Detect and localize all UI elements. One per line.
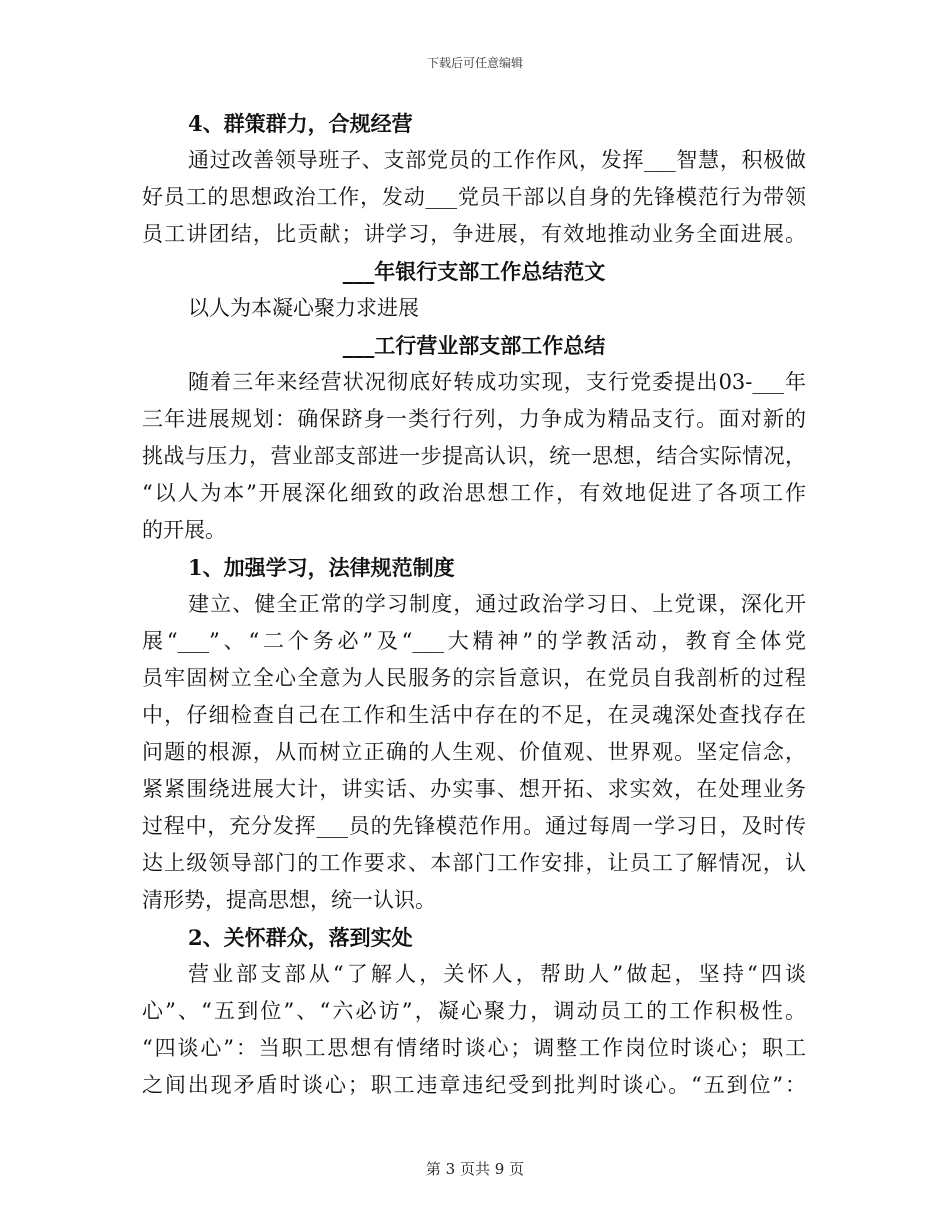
paragraph-line: 挑战与压力，营业部支部进一步提高认识，统一思想，结合实际情况， [142, 444, 806, 468]
paragraph-line: 心”、“五到位”、“六必访”，凝心聚力，调动员工的工作积极性。 [142, 999, 806, 1023]
paragraph-line: 通过改善领导班子、支部党员的工作作风，发挥___智慧，积极做 [188, 148, 806, 172]
body-text [142, 105, 806, 1104]
paragraph-line: 达上级领导部门的工作要求、本部门工作安排，让员工了解情况，认 [142, 851, 806, 875]
paragraph-line: 过程中，充分发挥___员的先锋模范作用。通过每周一学习日，及时传 [142, 814, 806, 838]
paragraph-line: 三年进展规划：确保跻身一类行行列，力争成为精品支行。面对新的 [142, 407, 806, 431]
paragraph-line: 紧紧围绕进展大计，讲实话、办实事、想开拓、求实效，在处理业务 [142, 777, 806, 801]
paragraph-line: 展“___”、“二个务必”及“___大精神”的学教活动，教育全体党 [142, 629, 806, 653]
paragraph-line: 之间出现矛盾时谈心；职工违章违纪受到批判时谈心。“五到位”： [142, 1073, 806, 1097]
paragraph-line: 员牢固树立全心全意为人民服务的宗旨意识，在党员自我剖析的过程 [142, 666, 806, 690]
document-subtitle: ___工行营业部支部工作总结 [342, 333, 606, 358]
paragraph-line: “以人为本”开展深化细致的政治思想工作，有效地促进了各项工作 [142, 481, 806, 505]
paragraph-line: 清形势，提高思想，统一认识。 [142, 888, 436, 912]
paragraph-line: 员工讲团结，比贡献；讲学习，争进展，有效地推动业务全面进展。 [142, 222, 806, 246]
paragraph-line: 好员工的思想政治工作，发动___党员干部以自身的先锋模范行为带领 [142, 185, 806, 209]
paragraph-line: “四谈心”：当职工思想有情绪时谈心；调整工作岗位时谈心；职工 [142, 1036, 806, 1060]
page-footer: 第 3 页共 9 页 [425, 1160, 525, 1178]
paragraph-line: 随着三年来经营状况彻底好转成功实现，支行党委提出03-___年 [188, 370, 806, 394]
subtitle-line: 以人为本凝心聚力求进展 [188, 296, 419, 320]
paragraph-line: 中，仔细检查自己在工作和生活中存在的不足，在灵魂深处查找存在 [142, 703, 806, 727]
section-heading: 4、群策群力，合规经营 [188, 111, 413, 136]
paragraph-line: 问题的根源，从而树立正确的人生观、价值观、世界观。坚定信念， [142, 740, 806, 764]
paragraph-line: 建立、健全正常的学习制度，通过政治学习日、上党课，深化开 [188, 592, 806, 616]
section-heading: 2、关怀群众，落到实处 [188, 925, 413, 950]
document-title: ___年银行支部工作总结范文 [342, 259, 606, 284]
page-header: 下载后可任意编辑 [426, 56, 523, 70]
paragraph-line: 的开展。 [142, 518, 226, 542]
paragraph-line: 营业部支部从“了解人，关怀人，帮助人”做起，坚持“四谈 [188, 962, 806, 986]
section-heading: 1、加强学习，法律规范制度 [188, 555, 455, 580]
